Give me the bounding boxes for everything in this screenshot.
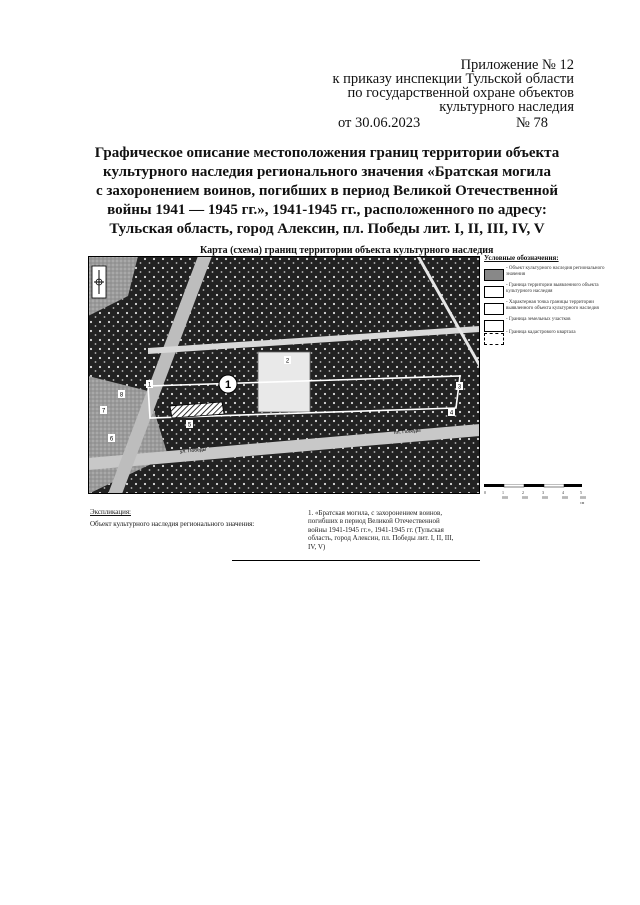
legend-item (484, 300, 604, 318)
legend-text: - Объект культурного наследия регионального значения (506, 266, 605, 277)
point-label: 7 (101, 408, 106, 415)
legend-symbol (484, 286, 504, 298)
title-line: с захоронением воинов, погибших в период Великой Отечественной (95, 183, 558, 199)
legend-item (484, 330, 604, 348)
point-label: 1 (147, 382, 152, 389)
order-number: № 78 (516, 115, 548, 131)
title-line: культурного наследия регионального значения «Братская могила (103, 164, 551, 180)
legend-symbol (484, 333, 504, 345)
map-title: Карта (схема) границ территории объекта культурного наследия (200, 245, 494, 256)
legend-text: - Граница кадастрового квартала (506, 330, 576, 335)
explication-key: Объект культурного наследия регионального значения: (90, 520, 255, 528)
point-label: 2 (285, 358, 290, 365)
explication-value: 1. «Братская могила, с захоронением воинов, погибших в период Великой Отечественной войны 1941-1945 гг.», 1941-1945 гг. (Тульская область, город Алексин, пл. Победы лит. I, II, III, IV, V) (308, 509, 454, 551)
point-label: 5 (187, 422, 192, 429)
appendix-line: к приказу инспекции Тульской области (332, 71, 574, 87)
scale-label: 2 000 (522, 490, 528, 500)
divider (232, 560, 480, 561)
title-line: Графическое описание местоположения границ территории объекта (94, 145, 560, 161)
scale-label: 5 000 см (580, 490, 586, 505)
point-label: 6 (109, 436, 114, 443)
scale-label: 4 000 (562, 490, 568, 500)
appendix-line: культурного наследия (439, 99, 574, 115)
appendix-line: по государственной охране объектов (347, 85, 574, 101)
legend-text: - Характерная точка границы территории выявленного объекта культурного наследия (506, 300, 599, 311)
legend-text: - Граница территории выявленного объекта культурного наследия (506, 283, 599, 294)
street-label: ул. Победы (179, 446, 207, 455)
legend-text: - Граница земельных участков (506, 317, 571, 322)
scale-label: 0 (484, 490, 486, 495)
order-date: от 30.06.2023 (338, 115, 421, 131)
legend-item (484, 283, 604, 301)
street-label: пл. Победы (393, 427, 421, 436)
appendix-title: Приложение № 12 (460, 57, 574, 73)
point-label: 4 (449, 410, 454, 417)
legend-symbol (484, 269, 504, 281)
legend-symbol (484, 303, 504, 315)
scale-label: 3 000 (542, 490, 548, 500)
explication-heading: Экспликация: (90, 508, 131, 516)
point-label: 3 (457, 384, 462, 391)
legend-heading: Условные обозначения: (484, 254, 559, 262)
point-label: 8 (119, 392, 124, 399)
legend-item (484, 266, 604, 284)
map-scheme (88, 256, 480, 494)
title-line: войны 1941 — 1945 гг.», 1941-1945 гг., расположенного по адресу: (107, 202, 547, 218)
scale-label: 1 000 (502, 490, 508, 500)
document-title (92, 144, 562, 239)
title-line: Тульская область, город Алексин, пл. Победы лит. I, II, III, IV, V (109, 221, 545, 237)
object-marker-label: 1 (224, 379, 232, 391)
